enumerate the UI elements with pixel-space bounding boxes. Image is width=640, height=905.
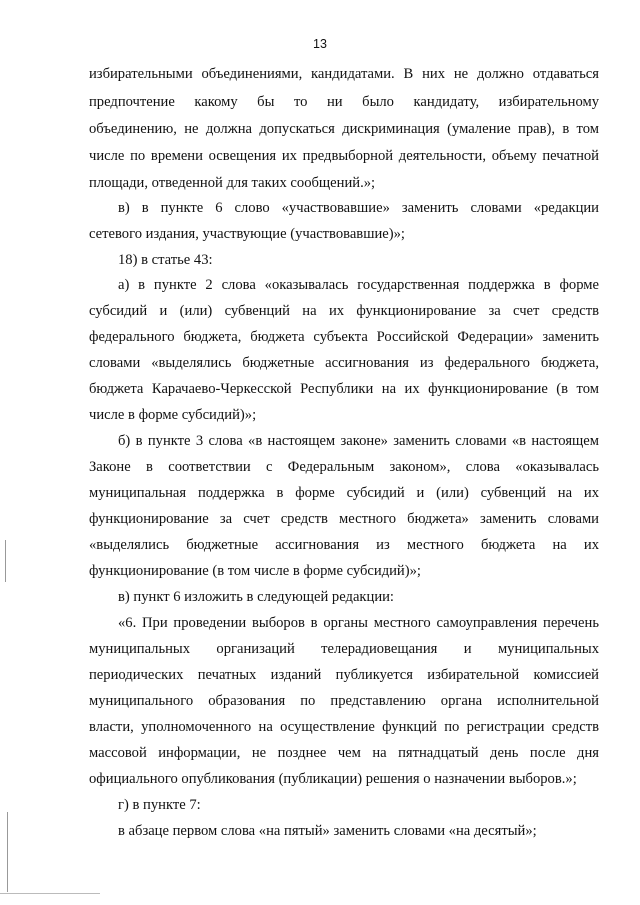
text-line: муниципальная поддержка в форме субсидий и (или) субвенций на их — [89, 485, 599, 501]
text-line: функционирование за счет средств местного бюджета» заменить словами — [89, 511, 599, 527]
text-line: площади, отведенной для таких сообщений.»; — [89, 175, 376, 191]
text-line: власти, уполномоченного на осуществление функций по регистрации средств — [89, 719, 599, 735]
text-line: Законе в соответствии с Федеральным законом», слова «оказывалась — [89, 459, 599, 475]
text-line: б) в пункте 3 слова «в настоящем законе» заменить словами «в настоящем — [118, 433, 599, 449]
text-line: функционирование (в том числе в форме субсидий)»; — [89, 563, 421, 579]
text-line: объединению, не должна допускаться дискриминация (умаление прав), в том — [89, 121, 599, 137]
scan-artifact — [5, 540, 6, 582]
text-line: в) в пункте 6 слово «участвовавшие» заменить словами «редакции — [118, 200, 599, 216]
text-line: числе по времени освещения их предвыборной деятельности, объему печатной — [89, 148, 599, 164]
text-line: массовой информации, не позднее чем на пятнадцатый день после дня — [89, 745, 599, 761]
scan-artifact — [0, 893, 100, 894]
text-line: «6. При проведении выборов в органы местного самоуправления перечень — [118, 615, 599, 631]
text-line: федерального бюджета, бюджета субъекта Российской Федерации» заменить — [89, 329, 599, 345]
text-line: а) в пункте 2 слова «оказывалась государственная поддержка в форме — [118, 277, 599, 293]
text-line: числе в форме субсидий)»; — [89, 407, 257, 423]
text-line: сетевого издания, участвующие (участвовавшие)»; — [89, 226, 405, 242]
text-line: «выделялись бюджетные ассигнования из местного бюджета на их — [89, 537, 599, 553]
text-line: субсидий и (или) субвенций на их функционирование за счет средств — [89, 303, 599, 319]
text-line: периодических печатных изданий публикуется избирательной комиссией — [89, 667, 599, 683]
text-line: словами «выделялись бюджетные ассигнования из федерального бюджета, — [89, 355, 599, 371]
scan-artifact — [7, 812, 8, 892]
text-line: в абзаце первом слова «на пятый» заменить словами «на десятый»; — [118, 823, 537, 839]
text-line: муниципальных организаций телерадиовещания и муниципальных — [89, 641, 599, 657]
text-line: 18) в статье 43: — [118, 252, 213, 268]
text-line: официального опубликования (публикации) решения о назначении выборов.»; — [89, 771, 577, 787]
text-line: предпочтение какому бы то ни было кандидату, избирательному — [89, 94, 599, 110]
page-number: 13 — [313, 37, 327, 51]
text-line: муниципального образования по представлению органа исполнительной — [89, 693, 599, 709]
text-line: г) в пункте 7: — [118, 797, 201, 813]
text-line: избирательными объединениями, кандидатами. В них не должно отдаваться — [89, 66, 599, 82]
text-line: в) пункт 6 изложить в следующей редакции: — [118, 589, 394, 605]
text-line: бюджета Карачаево-Черкесской Республики на их функционирование (в том — [89, 381, 599, 397]
